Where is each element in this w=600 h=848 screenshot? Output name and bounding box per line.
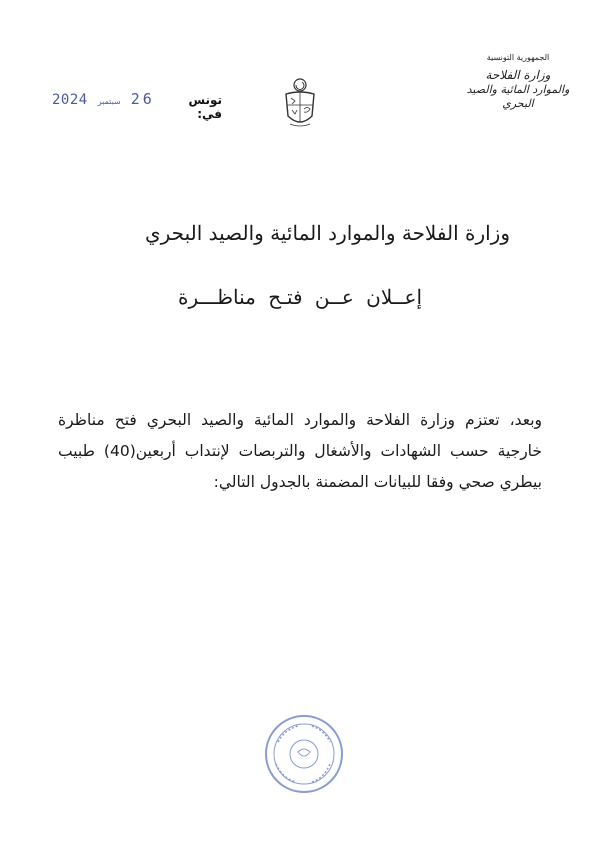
date-day-stamp: 26 bbox=[130, 90, 155, 108]
announcement-title: إعــلان عــن فتـح مناظـــرة bbox=[178, 285, 422, 309]
ministry-title: وزارة الفلاحة والموارد المائية والصيد البحري bbox=[144, 221, 510, 245]
letterhead-ministry: وزارة الفلاحة bbox=[485, 68, 551, 82]
date-place-label: تونس في: bbox=[188, 93, 222, 121]
official-seal-icon bbox=[262, 712, 346, 796]
letterhead-ministry-sub: والموارد المائية والصيد البحري bbox=[466, 83, 570, 110]
tunisia-emblem-icon bbox=[282, 76, 318, 130]
announcement-body: وبعد، تعتزم وزارة الفلاحة والموارد المائية والصيد البحري فتح مناظرة خارجية حسب الشهادات والأشغال والتربصات لإنتداب أربعين(40) طبيب بيطري صحي وفقا للبيانات المضمنة بالجدول التالي: bbox=[58, 411, 542, 491]
ministry-letterhead bbox=[458, 52, 578, 111]
letterhead-republic: الجمهورية التونسية bbox=[486, 53, 550, 62]
date-month-stamp: سبتمبر bbox=[97, 97, 121, 106]
date-year-stamp: 2024 bbox=[52, 92, 88, 108]
date-line bbox=[52, 90, 222, 121]
